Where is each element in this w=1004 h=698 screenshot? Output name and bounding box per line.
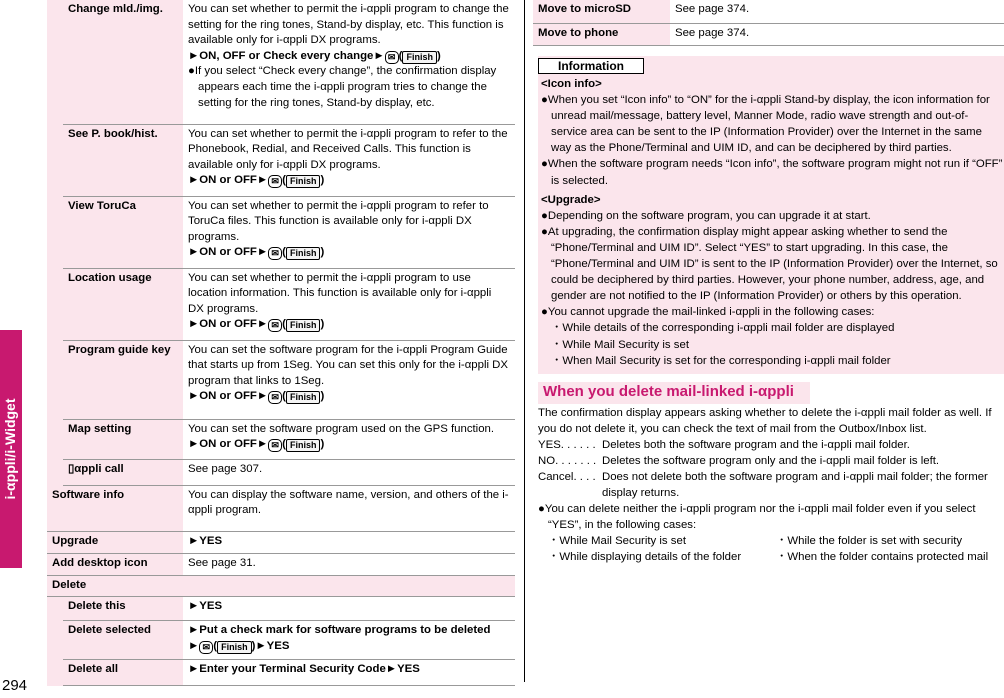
case-item: ・While the folder is set with security	[776, 535, 963, 547]
table-row	[47, 459, 515, 485]
delete-intro: The confirmation display appears asking whether to delete the i-αppli mail folder as well. If you do not delete it, you can check the text of mail from the Outbox/Inbox list.	[538, 407, 992, 435]
desc-text: You can set whether to permit the i-αppli program to change the setting for the ring tones, Stand-by display, etc. This function is available only for i-αppli DX programs.	[188, 3, 509, 47]
arrow-icon: ►	[256, 318, 269, 331]
finish-key-icon: Finish	[217, 641, 252, 654]
case-item: ・While Mail Security is set	[548, 535, 686, 547]
delete-note: ●You can delete neither the i-αppli program nor the i-αppli mail folder even if you select “YES”, in the following cases:	[538, 503, 976, 531]
operation: ►ON or OFF► ✉ ( Finish )	[188, 246, 325, 259]
definition-list	[538, 437, 1004, 501]
row-label: Software info	[47, 485, 183, 531]
row-desc	[183, 459, 515, 485]
left-settings-table	[47, 0, 515, 686]
row-desc: See page 374.	[670, 0, 1004, 23]
arrow-icon: ►	[188, 246, 200, 259]
row-label: Move to phone	[533, 23, 670, 45]
case-item: ・While displaying details of the folder	[548, 551, 742, 563]
delete-section-header	[538, 382, 810, 404]
row-label-text: View ToruCa	[68, 199, 136, 212]
table-row	[47, 575, 515, 597]
definition-desc: Deletes both the software program and the i-αppli mail folder.	[602, 439, 910, 451]
bullet-text: ●If you select “Check every change”, the confirmation display appears each time the i-αppli program tries to change the setting for the ring tones, Stand-by display, etc.	[188, 65, 497, 109]
row-label	[63, 459, 183, 485]
operation: ►ON or OFF► ✉ ( Finish )	[188, 390, 325, 403]
operation-text: Enter your Terminal Security Code	[199, 663, 386, 676]
finish-key-icon: Finish	[402, 51, 437, 64]
operation	[188, 623, 510, 639]
operation-text: ON or OFF	[199, 174, 257, 187]
row-label	[63, 419, 183, 459]
row-desc	[183, 268, 515, 340]
arrow-icon: ►	[188, 438, 200, 451]
desc-text: You can set whether to permit the i-αppli program to use location information. This function is available only for i-αppli DX programs.	[188, 271, 492, 315]
arrow-icon: ►	[188, 639, 200, 652]
row-label-text: Change mld./img.	[68, 3, 163, 15]
arrow-icon: ►	[188, 624, 200, 637]
mail-key-icon: ✉	[199, 641, 213, 654]
bullet-icon: ●	[541, 158, 548, 171]
row-label: Delete all	[63, 660, 183, 686]
delete-section-body	[538, 405, 1004, 565]
row-label-text: αppli call	[74, 462, 124, 475]
operation	[188, 599, 510, 615]
mail-key-icon: ✉	[268, 439, 282, 452]
operation-text: ON, OFF or Check every change	[199, 49, 374, 62]
case-item: ・When the folder contains protected mail	[776, 551, 989, 563]
bullet-icon: ●	[188, 65, 195, 78]
bullet-text: ●When you set “Icon info” to “ON” for the i-αppli Stand-by display, the icon information for unread mail/message, battery level, Manner Mode, radio wave strength and out-of-service area can be sent to the IP (Information Provider) over the Internet in the same way as the Phone/Terminal and UIM ID, and can be deciphered by third parties.	[541, 94, 990, 155]
arrow-icon: ►	[255, 639, 267, 652]
row-label	[63, 0, 183, 124]
case-item: ・While details of the corresponding i-αppli mail folder are displayed	[551, 322, 895, 335]
operation-text: YES	[266, 639, 290, 652]
page-number: 294	[2, 677, 28, 694]
arrow-icon: ►	[256, 174, 269, 187]
table-row	[47, 597, 515, 621]
arrow-icon: ►	[188, 663, 200, 676]
operation: ► ✉ ( Finish )►YES	[188, 639, 290, 652]
arrow-icon: ►	[373, 49, 385, 62]
upgrade-heading: <Upgrade>	[541, 193, 601, 206]
group-spacer	[47, 0, 63, 485]
row-label: Add desktop icon	[47, 553, 183, 575]
mail-key-icon: ✉	[268, 175, 282, 188]
bullet-icon: ●	[538, 503, 545, 515]
row-label-text: Location usage	[68, 271, 152, 284]
bullet-text: ●When the software program needs “Icon info”, the software program might not run if “OFF” is selected.	[541, 158, 1003, 187]
desc-text: You can set whether to permit the i-αppli program to refer to the Phonebook, Redial, and Received Calls. This function is available only for i-αppli DX programs.	[188, 127, 508, 171]
arrow-icon: ►	[385, 663, 398, 676]
section-tab-label: i-αppli/i-Widget	[2, 398, 19, 500]
delete-cases	[538, 533, 1004, 565]
bullet-text: ●At upgrading, the confirmation display might appear asking whether to send the “Phone/Terminal and UIM ID”. Select “YES” to start upgrading. In this case, the “Phone/Terminal and UIM ID” is sent to the IP (Information Provider) over the Internet, so could be deciphered by third parties. However, your phone number, address, age, and gender are not notified to the IP (Information Provider) or others by this operation.	[541, 225, 998, 303]
information-title: Information	[538, 58, 644, 74]
definition-term: NO. . . . . . .	[538, 455, 597, 467]
row-label	[63, 340, 183, 419]
arrow-icon: ►	[256, 438, 269, 451]
row-desc	[183, 340, 515, 419]
operation	[188, 534, 510, 550]
definition-term: YES. . . . . .	[538, 439, 596, 451]
arrow-icon: ►	[188, 600, 200, 613]
desc-text: See page 307.	[188, 462, 263, 475]
operation: ►ON, OFF or Check every change► ✉ ( Finish )	[188, 49, 441, 62]
operation-text: ON or OFF	[199, 246, 257, 259]
case-item: ・When Mail Security is set for the corresponding i-αppli mail folder	[551, 354, 891, 367]
operation-text: ON or OFF	[199, 390, 257, 403]
row-desc	[183, 531, 515, 553]
row-label	[63, 268, 183, 340]
row-label-text: Program guide key	[68, 343, 171, 356]
row-desc	[183, 124, 515, 196]
finish-key-icon: Finish	[286, 175, 321, 188]
arrow-icon: ►	[188, 49, 200, 62]
row-desc: You can display the software name, version, and others of the i-αppli program.	[183, 485, 515, 531]
right-settings-table	[533, 0, 1004, 46]
icon-info-heading: <Icon info>	[541, 78, 602, 90]
row-label: Upgrade	[47, 531, 183, 553]
definition-desc: Does not delete both the software program and i-αppli mail folder; the former display returns.	[602, 471, 988, 499]
finish-key-icon: Finish	[286, 439, 321, 452]
row-label: Move to microSD	[533, 0, 670, 23]
operation-text: YES	[199, 534, 223, 547]
delete-section-title: When you delete mail-linked i-αppli	[543, 383, 794, 400]
information-text	[541, 76, 1003, 369]
bullet-icon: ●	[541, 209, 548, 222]
row-desc	[183, 196, 515, 268]
arrow-icon: ►	[188, 534, 200, 547]
operation-text: ON or OFF	[199, 318, 257, 331]
row-desc: See page 31.	[183, 553, 515, 575]
table-row	[47, 0, 515, 124]
operation-text: YES	[397, 663, 420, 676]
row-label: Delete	[47, 575, 515, 597]
operation: ►ON or OFF► ✉ ( Finish )	[188, 438, 325, 451]
operation-text: ON or OFF	[199, 438, 257, 451]
row-label-text: Map setting	[68, 422, 132, 435]
mail-key-icon: ✉	[268, 391, 282, 404]
row-label	[63, 124, 183, 196]
table-row	[47, 553, 515, 575]
arrow-icon: ►	[188, 390, 200, 403]
finish-key-icon: Finish	[286, 247, 321, 260]
row-desc	[183, 660, 515, 686]
bullet-icon: ●	[541, 225, 548, 238]
operation: ►ON or OFF► ✉ ( Finish )	[188, 174, 325, 187]
table-row	[47, 196, 515, 268]
table-row	[47, 660, 515, 686]
row-label: Delete this	[63, 597, 183, 621]
finish-key-icon: Finish	[286, 391, 321, 404]
column-divider	[524, 0, 525, 682]
table-row	[533, 0, 1004, 23]
definition-term: Cancel. . . .	[538, 471, 596, 483]
row-desc	[183, 597, 515, 621]
row-desc	[183, 419, 515, 459]
arrow-icon: ►	[256, 390, 269, 403]
table-row	[47, 419, 515, 459]
operation-text: Put a check mark for software programs to be deleted	[199, 624, 491, 637]
group-spacer	[47, 597, 63, 686]
operation: ►ON or OFF► ✉ ( Finish )	[188, 318, 325, 331]
finish-key-icon: Finish	[286, 319, 321, 332]
bullet-icon: ●	[541, 94, 548, 107]
table-row	[47, 268, 515, 340]
row-desc: See page 374.	[670, 23, 1004, 45]
definition-desc: Deletes the software program only and the i-αppli mail folder is left.	[602, 455, 940, 467]
desc-text: You can set the software program for the i-αppli Program Guide that starts up from 1Seg. You can set this only for the i-αppli DX program that links to 1Seg.	[188, 343, 508, 387]
operation-text: YES	[199, 600, 223, 613]
row-desc	[183, 621, 515, 660]
row-label	[63, 196, 183, 268]
row-label: Delete selected	[63, 621, 183, 660]
operation	[188, 662, 510, 678]
desc-text: You can set whether to permit the i-αppli program to refer to ToruCa files. This function is available only for i-αppli DX programs.	[188, 199, 489, 243]
table-row	[47, 340, 515, 419]
section-side-tab	[0, 330, 22, 568]
table-row	[47, 485, 515, 531]
bullet-text: ●You cannot upgrade the mail-linked i-αppli in the following cases:	[541, 306, 875, 319]
bullet-icon: ●	[541, 306, 548, 319]
arrow-icon: ►	[188, 174, 200, 187]
table-row	[533, 23, 1004, 45]
mail-key-icon: ✉	[385, 51, 399, 64]
mail-key-icon: ✉	[268, 247, 282, 260]
case-item: ・While Mail Security is set	[551, 338, 689, 351]
appli-icon: ▯	[68, 462, 75, 475]
row-desc	[183, 0, 515, 124]
table-row	[47, 531, 515, 553]
bullet-text: ●Depending on the software program, you can upgrade it at start.	[541, 209, 871, 222]
table-row	[47, 124, 515, 196]
table-row	[47, 621, 515, 660]
desc-text: You can set the software program used on the GPS function.	[188, 422, 495, 435]
row-label-text: See P. book/hist.	[68, 127, 158, 140]
mail-key-icon: ✉	[268, 319, 282, 332]
arrow-icon: ►	[256, 246, 269, 259]
arrow-icon: ►	[188, 318, 200, 331]
